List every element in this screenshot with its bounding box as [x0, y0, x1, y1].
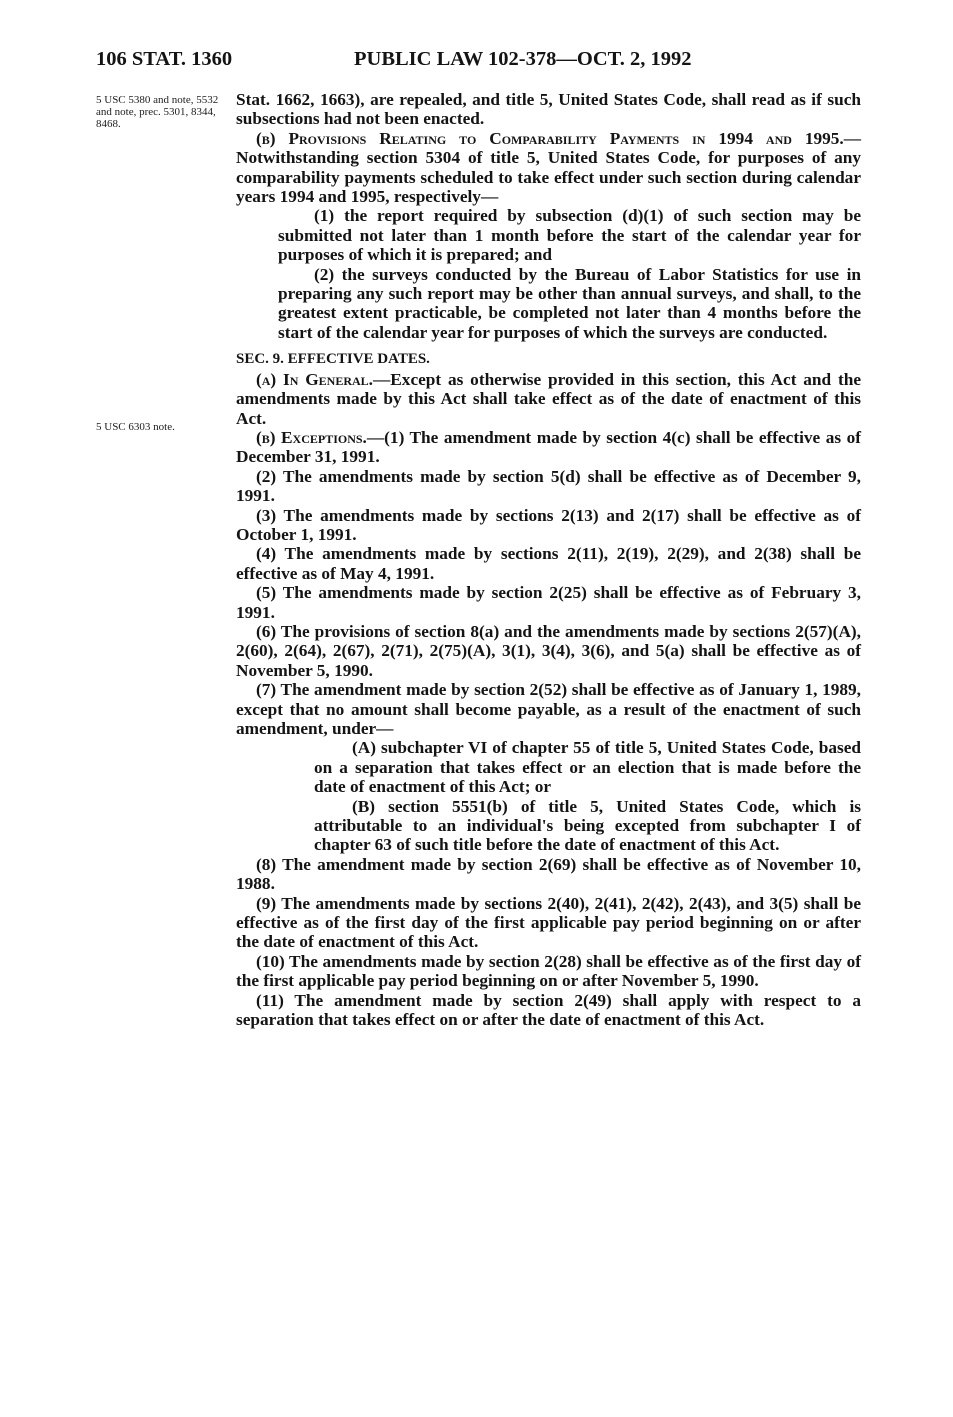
margin-note-usc-5380: 5 USC 5380 and note, 5532 and note, prec. 5301, 8344, 8468. [96, 94, 219, 130]
subsection-heading: (b) Exceptions. [256, 427, 367, 447]
page-header [96, 48, 866, 78]
paragraph-exception-9: (9) The amendments made by sections 2(40), 2(41), 2(42), 2(43), and 3(5) shall be effective as of the first day of the first applicable pay period beginning on or after the date of enactment of this Act. [236, 893, 861, 952]
paragraph-exception-7: (7) The amendment made by section 2(52) shall be effective as of January 1, 1989, except that no amount shall become payable, as a result of the enactment of such amendment, under— [236, 680, 861, 738]
subsection-text: —(1) The amendment made by section 4(c) shall be effective as of December 31, 1991. [236, 427, 861, 467]
paragraph-exception-7B: (B) section 5551(b) of title 5, United States Code, which is attributable to an individual's being excepted from subchapter I of chapter 63 of such title before the date of enactment of this Act. [314, 796, 861, 855]
subsection-text: —Except as otherwise provided in this section, this Act and the amendments made by this Act shall take effect as of the date of enactment of this Act. [236, 369, 861, 428]
paragraph-item-1: (1) the report required by subsection (d)(1) of such section may be submitted not later than 1 month before the start of the calendar year for purposes of which it is prepared; and [278, 206, 861, 265]
paragraph-exception-11: (11) The amendment made by section 2(49) shall apply with respect to a separation that takes effect on or after the date of enactment of this Act. [236, 990, 861, 1030]
section-heading: SEC. 9. EFFECTIVE DATES. [236, 351, 430, 368]
paragraph-b-comparability [236, 129, 861, 207]
subsection-text: —Notwithstanding section 5304 of title 5, United States Code, for purposes of any comparability payments scheduled to take effect under such section during calendar years 1994 and 1995, respectively— [236, 128, 861, 207]
paragraph-exception-2: (2) The amendments made by section 5(d) shall be effective as of December 9, 1991. [236, 466, 861, 506]
paragraph-exception-4: (4) The amendments made by sections 2(11), 2(19), 2(29), and 2(38) shall be effective as of May 4, 1991. [236, 544, 861, 583]
paragraph-exception-3: (3) The amendments made by sections 2(13) and 2(17) shall be effective as of October 1, 1991. [236, 505, 861, 544]
subsection-heading: (b) Provisions Relating to Comparability Payments in 1994 and 1995. [256, 128, 844, 148]
paragraph-exception-10: (10) The amendments made by section 2(28) shall be effective as of the first day of the first applicable pay period beginning on or after November 5, 1990. [236, 951, 861, 991]
paragraph-a-general [236, 370, 861, 428]
paragraph-item-2: (2) the surveys conducted by the Bureau of Labor Statistics for use in preparing any such report may be other than annual surveys, and shall, to the greatest extent practicable, be completed not later than 4 months before the start of the calendar year for purposes of which the surveys are conducted. [278, 264, 861, 342]
subsection-heading: (a) In General. [256, 369, 373, 389]
paragraph-exception-5: (5) The amendments made by section 2(25) shall be effective as of February 3, 1991. [236, 583, 861, 622]
margin-note-usc-6303: 5 USC 6303 note. [96, 421, 175, 433]
paragraph-exception-8: (8) The amendment made by section 2(69) shall be effective as of November 10, 1988. [236, 854, 861, 894]
paragraph: Stat. 1662, 1663), are repealed, and title 5, United States Code, shall read as if such subsections had not been enacted. [236, 90, 861, 129]
document-body [236, 90, 861, 1030]
paragraph-exception-6: (6) The provisions of section 8(a) and the amendments made by sections 2(57)(A), 2(60), 2(64), 2(67), 2(71), 2(75)(A), 3(1), 3(4), 3(6), and 5(a) shall be effective as of November 5, 1990. [236, 621, 861, 680]
paragraph-b-exceptions [236, 428, 861, 467]
paragraph-exception-7A: (A) subchapter VI of chapter 55 of title 5, United States Code, based on a separation that takes effect or an election that is made before the date of enactment of this Act; or [314, 738, 861, 797]
page-title: PUBLIC LAW 102-378—OCT. 2, 1992 [354, 48, 692, 70]
stat-page-number: 106 STAT. 1360 [96, 48, 233, 70]
